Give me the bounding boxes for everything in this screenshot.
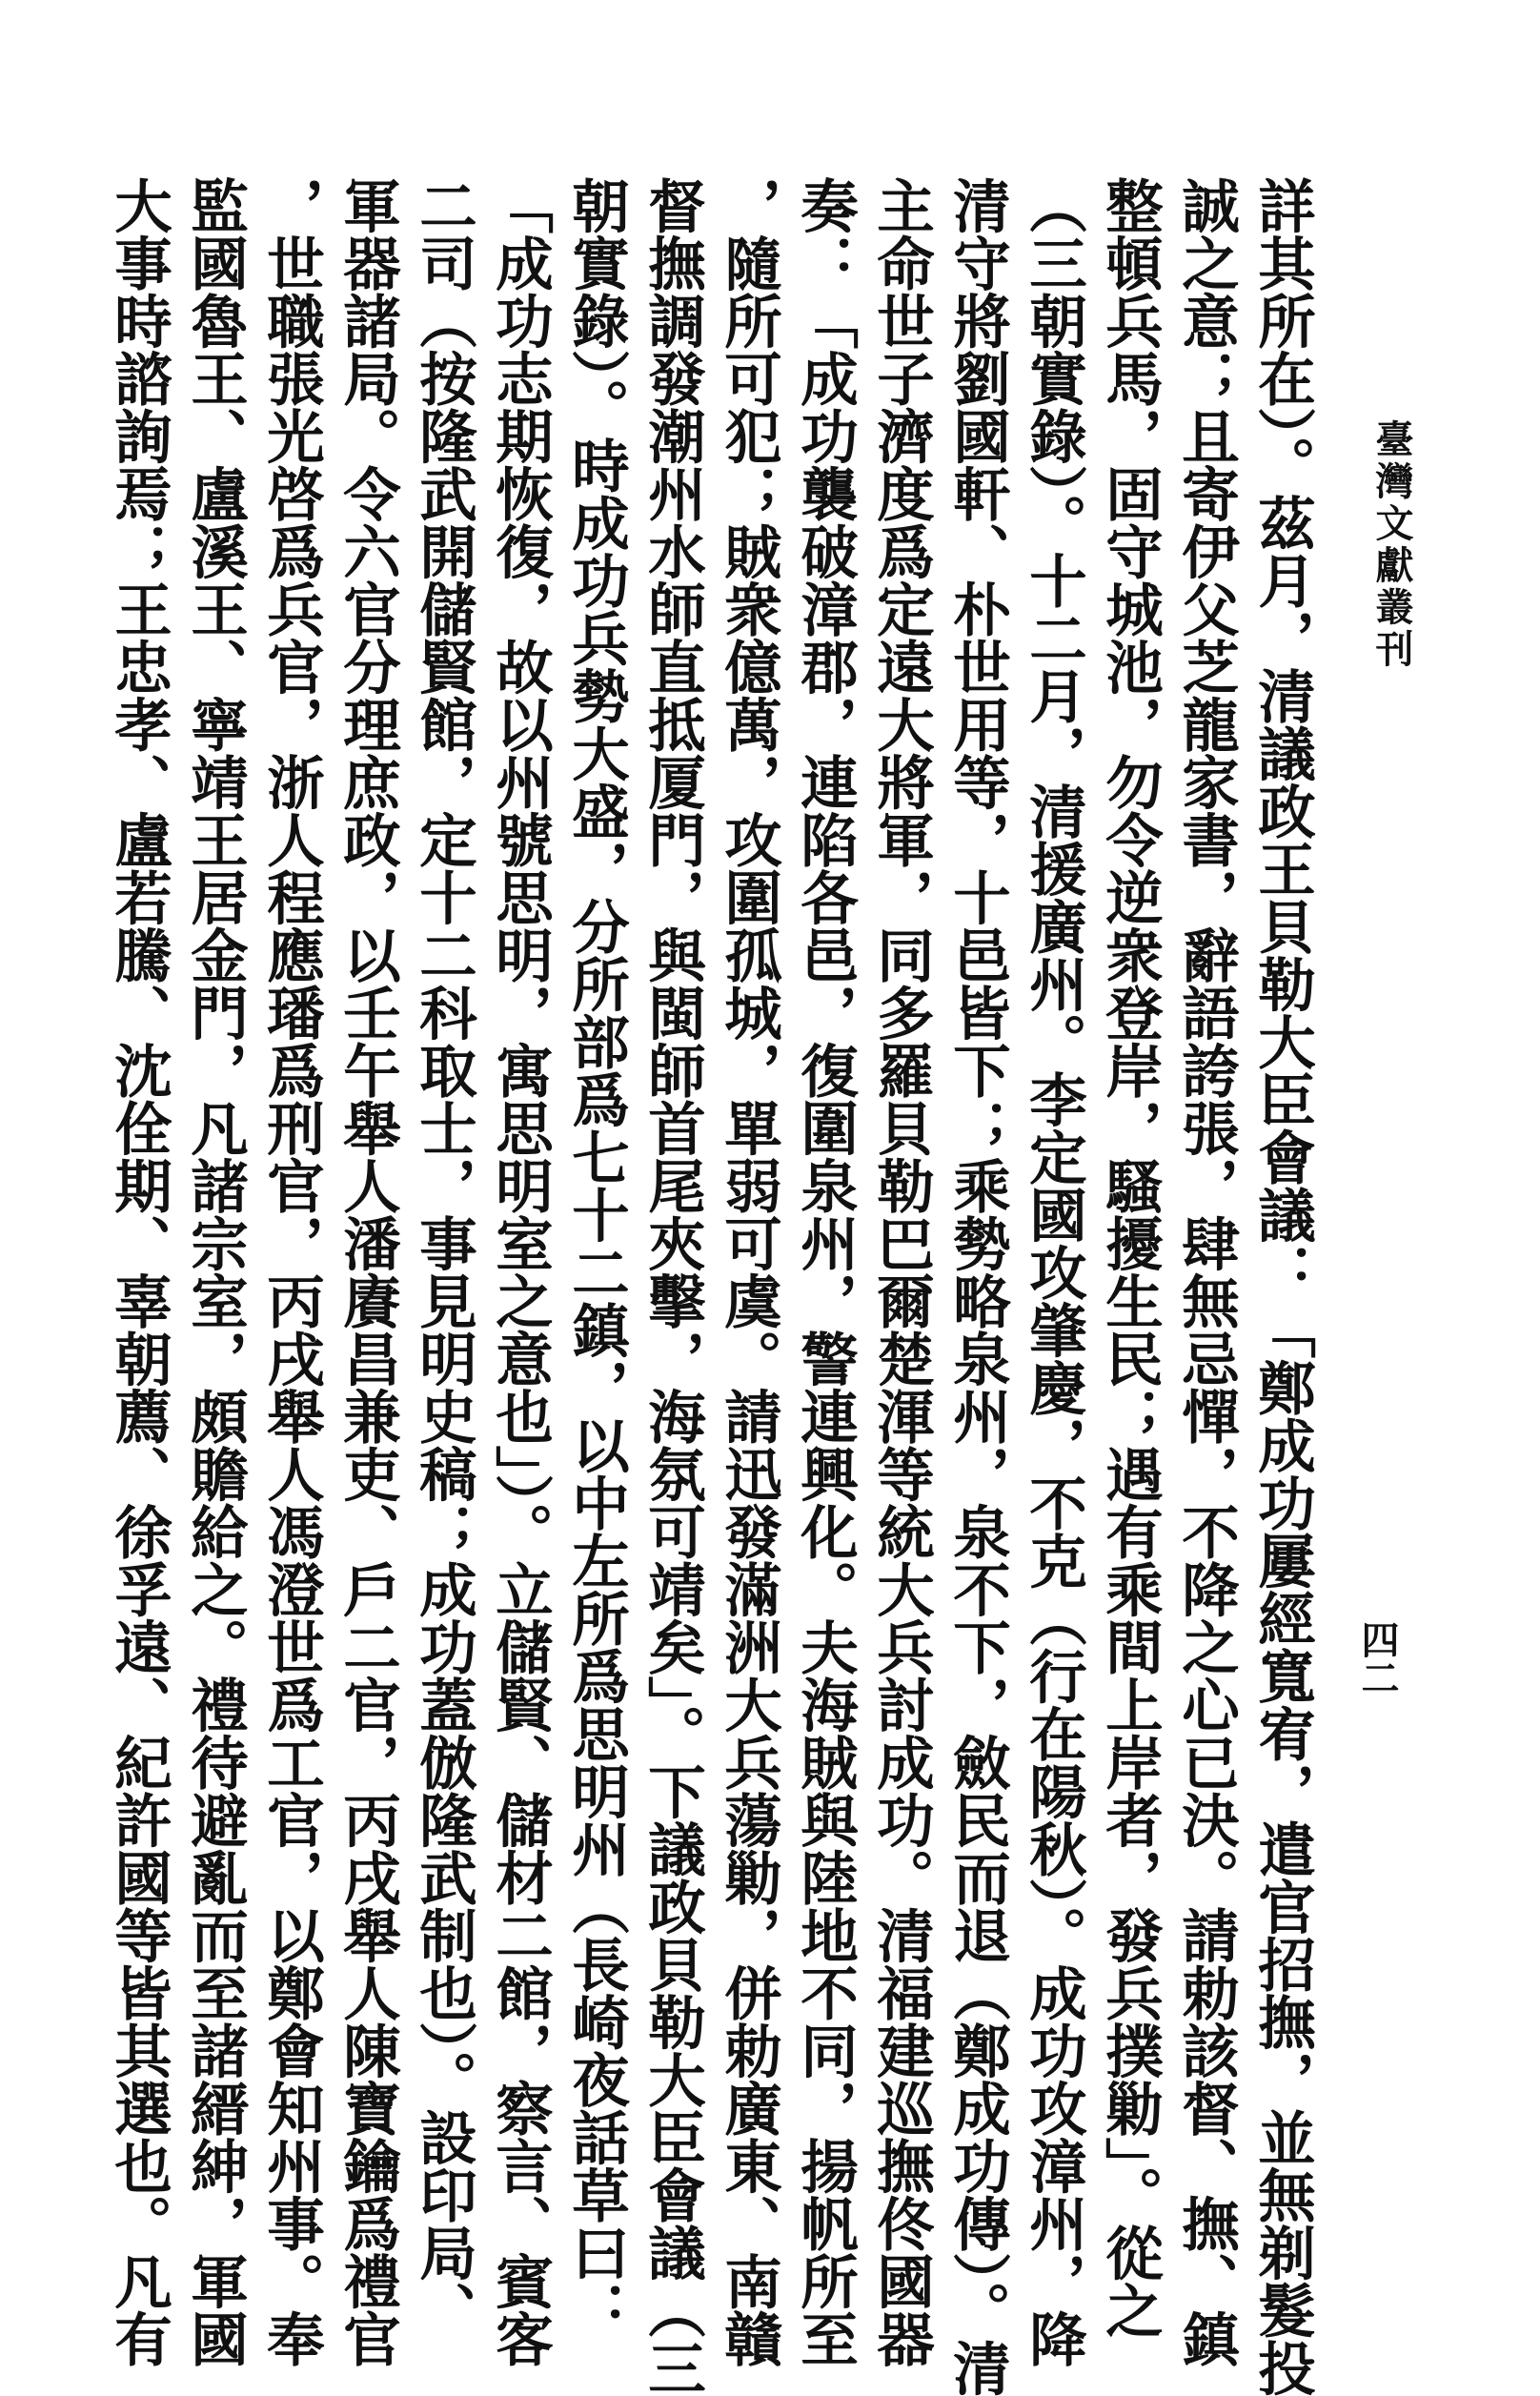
text-column: 朝實錄）。時成功兵勢大盛，分所部爲七十二鎮，以中左所爲思明州（長崎夜話草曰： [562,176,630,2339]
page-number: 四二 [1355,1620,1400,1696]
text-column: 二司（按隆武開儲賢館，定十二科取士，事見明史稿；成功蓋倣隆武制也）。設印局、 [410,176,477,2339]
text-column: 詳其所在）。茲月，清議政王貝勒大臣會議：「鄭成功屢經寬宥，遣官招撫，並無剃髮投 [1248,176,1316,2396]
body-text [105,176,1320,2396]
text-column: 大事時諮詢焉；王忠孝、盧若騰、沈佺期、辜朝薦、徐孚遠、紀許國等皆其選也。凡有 [105,176,172,2367]
text-column: （三朝實錄）。十二月，清援廣州。李定國攻肇慶，不克（行在陽秋）。成功攻漳州，降 [1020,176,1087,2367]
text-column: 清守將劉國軒、朴世用等，十邑皆下；乘勢略泉州，泉不下，斂民而退（鄭成功傳）。清 [943,176,1011,2396]
text-column: 監國魯王、盧溪王、寧靖王居金門，凡諸宗室，頗贍給之。禮待避亂而至諸縉紳，軍國 [181,176,249,2367]
text-column: 督撫調發潮州水師直抵厦門，與閩師首尾夾擊，海氛可靖矣」。下議政貝勒大臣會議（三 [638,176,706,2396]
text-column: 主命世子濟度爲定遠大將軍，同多羅貝勒巴爾楚渾等統大兵討成功。清福建巡撫佟國器 [867,176,935,2367]
text-column: 「成功志期恢復，故以州號思明，寓思明室之意也」）。立儲賢、儲材二館，察言、賓客 [486,176,554,2367]
text-column: 誠之意；且寄伊父芝龍家書，辭語誇張，肆無忌憚，不降之心已決。請勅該督、撫、鎮 [1172,176,1240,2367]
text-column: 軍器諸局。令六官分理庶政，以壬午舉人潘賡昌兼吏、戶二官，丙戌舉人陳寶鑰爲禮官 [334,176,401,2367]
text-column: 整頓兵馬，固守城池，勿令逆衆登岸，騷擾生民；遇有乘間上岸者，發兵撲勦」。從之 [1096,176,1164,2339]
text-column: 奏：「成功襲破漳郡，連陷各邑，復圍泉州，警連興化。夫海賊與陸地不同，揚帆所至 [791,176,859,2367]
text-column: ，世職張光啓爲兵官，浙人程應璠爲刑官，丙戌舉人馮澄世爲工官，以鄭會知州事。奉 [257,176,325,2367]
text-column: ，隨所可犯；賊衆億萬，攻圍孤城，單弱可虞。請迅發滿洲大兵蕩勦，併勅廣東、南贛 [715,176,782,2367]
running-head: 臺灣文獻叢刊 [1369,419,1414,671]
